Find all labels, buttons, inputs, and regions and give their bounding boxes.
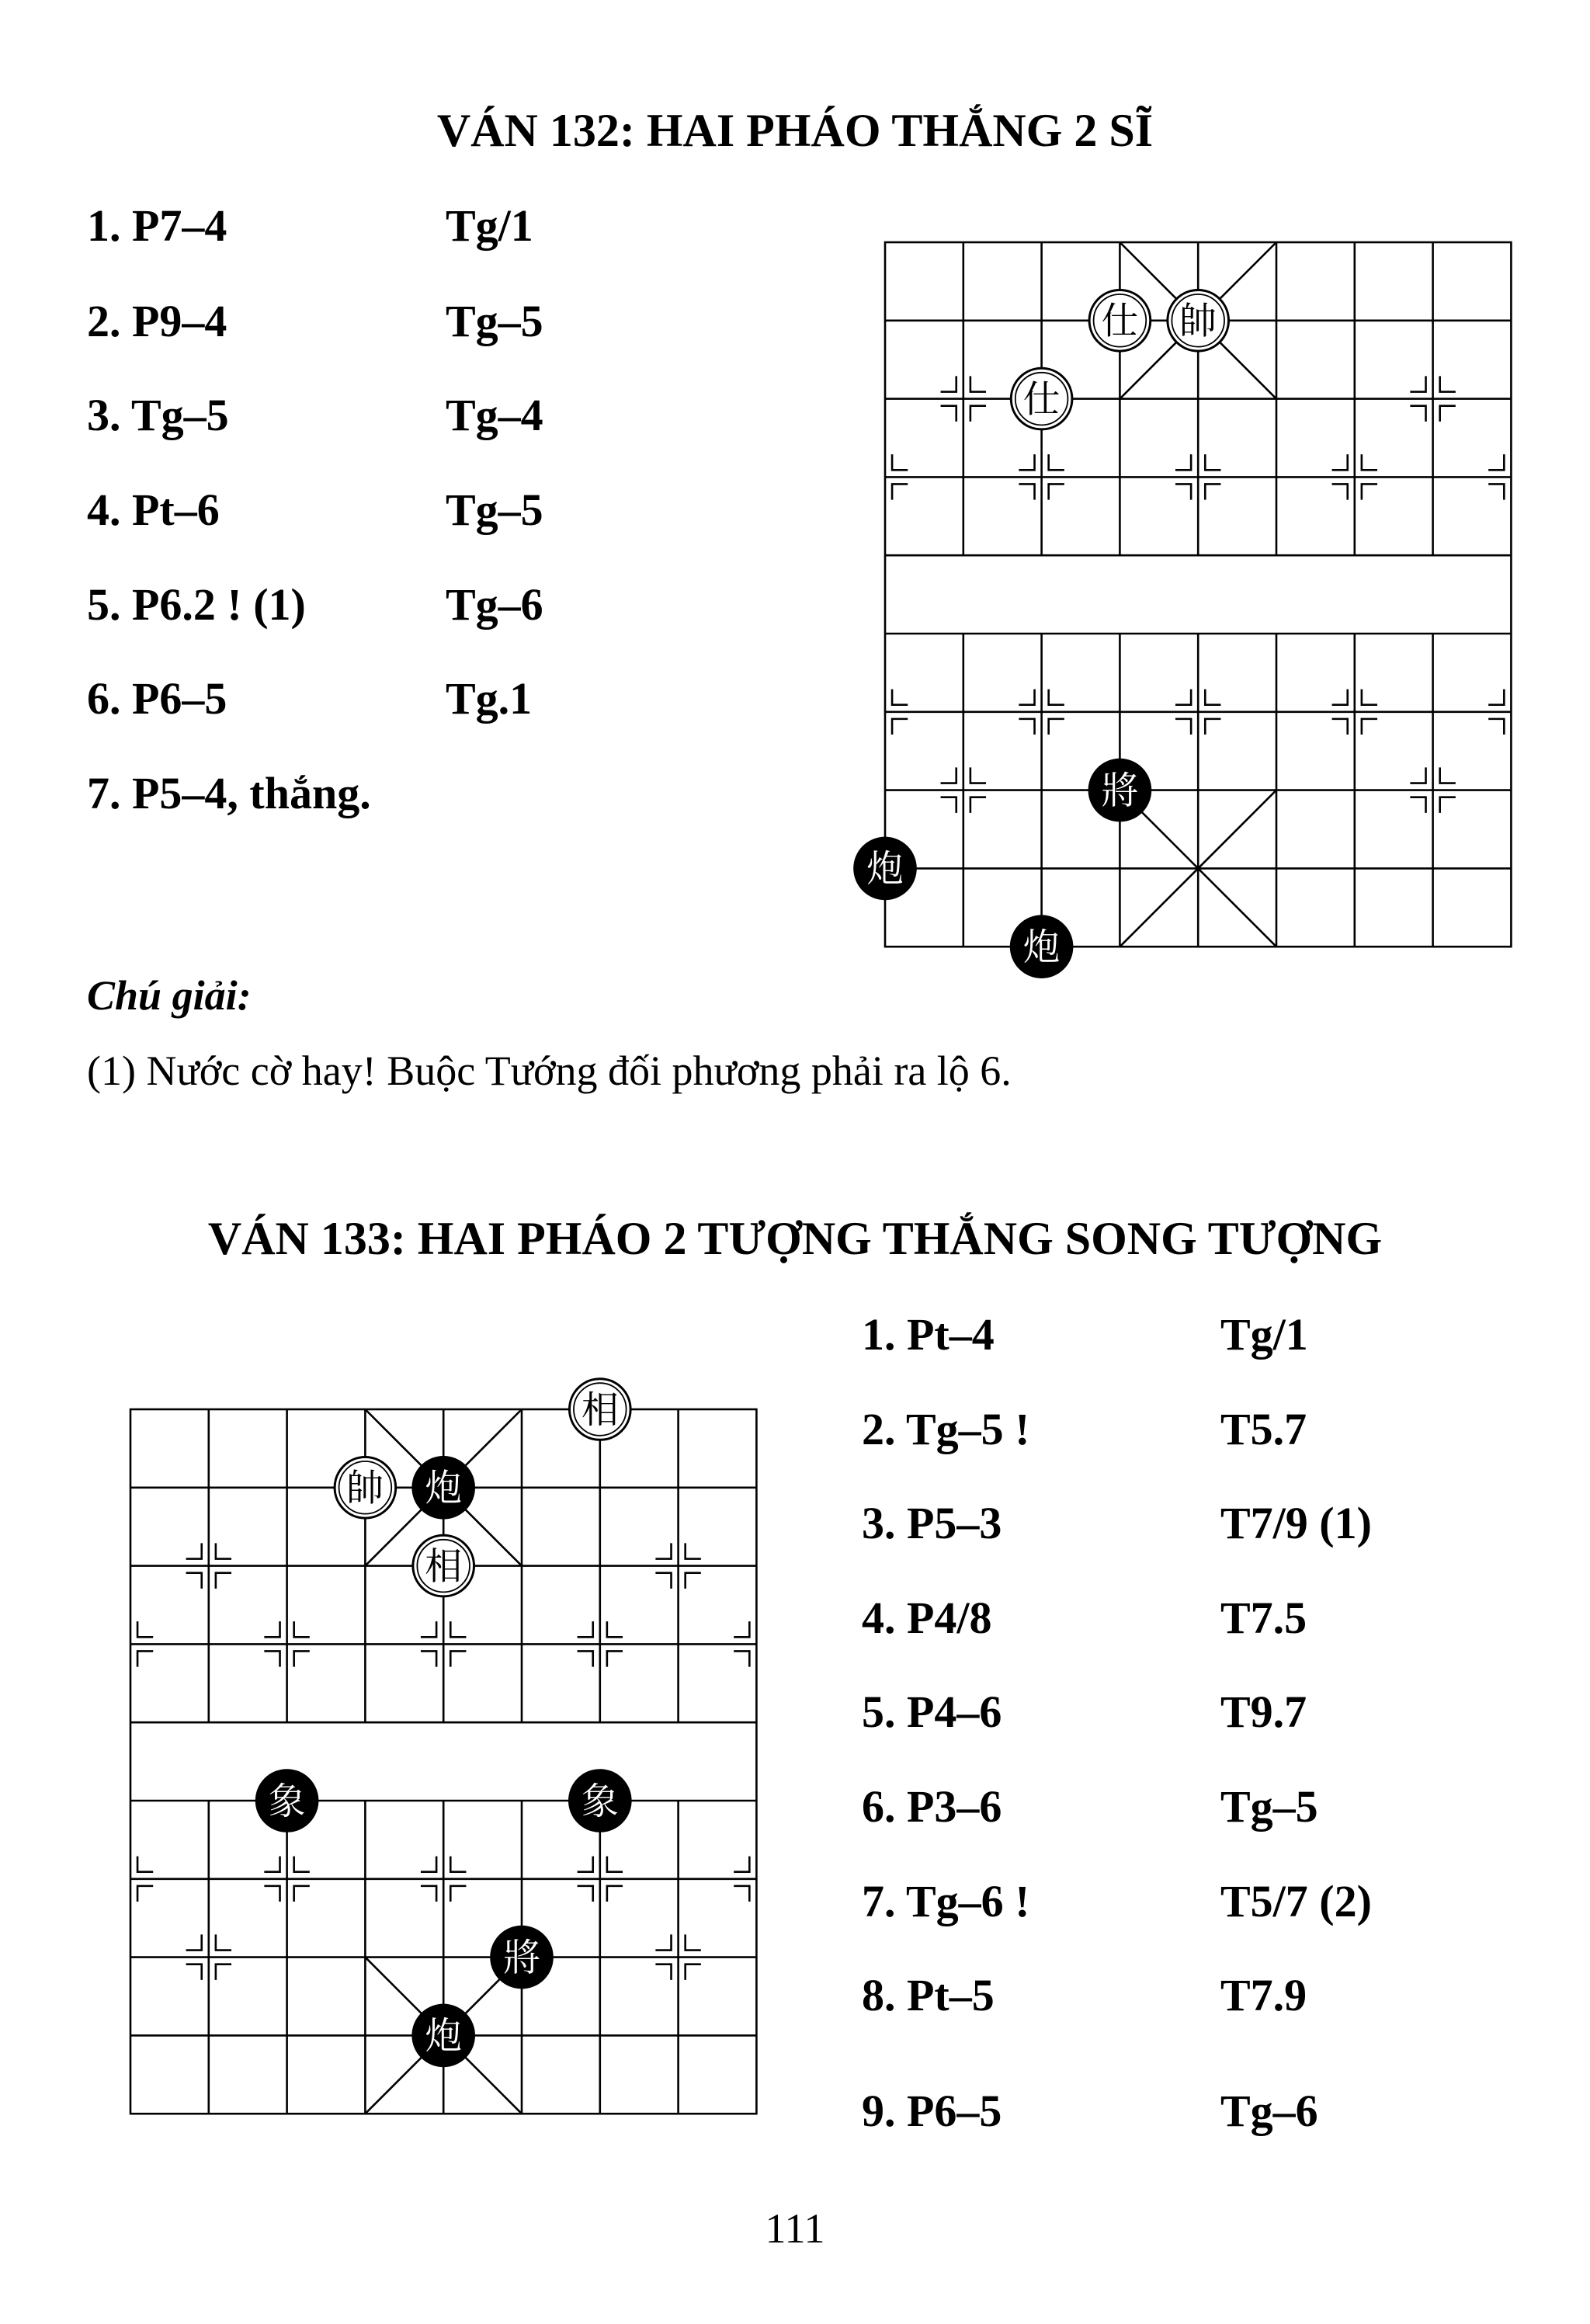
position-mark: [655, 1964, 671, 1980]
position-mark: [421, 1651, 436, 1666]
position-mark: [186, 1573, 202, 1589]
piece-label: 炮: [425, 2014, 463, 2058]
move-red: 7. P5–4, thắng.: [87, 768, 371, 818]
general-piece: [491, 1926, 553, 1988]
notes-heading: Chú giải:: [87, 972, 252, 1019]
move-red: 4. P4/8: [862, 1593, 992, 1643]
piece-label: 炮: [866, 847, 904, 891]
position-mark: [421, 1886, 436, 1902]
move-black: T7.9: [1220, 1970, 1307, 2020]
move-black: Tg–6: [446, 579, 543, 630]
position-mark: [734, 1886, 749, 1902]
position-mark: [264, 1886, 279, 1902]
move-red: 4. Pt–6: [87, 485, 220, 535]
piece-label: 將: [503, 1936, 540, 1980]
position-mark: [578, 1651, 593, 1666]
position-mark: [264, 1651, 279, 1666]
cannon-piece: [413, 2005, 474, 2066]
position-mark: [607, 1857, 623, 1872]
move-black: T5.7: [1220, 1404, 1307, 1454]
position-mark: [655, 1934, 671, 1950]
move-black: T7/9 (1): [1220, 1498, 1372, 1548]
move-red: 8. Pt–5: [862, 1970, 995, 2020]
position-mark: [421, 1857, 436, 1872]
piece-label: 將: [1101, 769, 1139, 813]
position-mark: [607, 1651, 623, 1666]
position-mark: [264, 1621, 279, 1637]
note-1: (1) Nước cờ hay! Buộc Tướng đối phương phải ra lộ 6.: [87, 1047, 1012, 1094]
elephant-piece: [569, 1379, 630, 1440]
position-mark: [450, 1651, 466, 1666]
position-mark: [655, 1543, 671, 1558]
move-black: T9.7: [1220, 1687, 1307, 1737]
piece-label: 象: [581, 1779, 619, 1823]
position-mark: [137, 1886, 153, 1902]
move-black: Tg/1: [1220, 1309, 1308, 1360]
position-mark: [450, 1857, 466, 1872]
position-mark: [137, 1621, 153, 1637]
move-red: 6. P6–5: [87, 673, 227, 724]
position-mark: [734, 1621, 749, 1637]
position-mark: [578, 1621, 593, 1637]
position-mark: [578, 1886, 593, 1902]
piece-label: 象: [268, 1779, 306, 1823]
elephant-piece: [569, 1770, 630, 1832]
position-mark: [216, 1934, 231, 1950]
position-mark: [734, 1857, 749, 1872]
position-mark: [734, 1651, 749, 1666]
position-mark: [578, 1857, 593, 1872]
position-mark: [137, 1857, 153, 1872]
move-red: 3. Tg–5: [87, 390, 229, 440]
game-132-title: VÁN 132: HAI PHÁO THẮNG 2 SĨ: [436, 105, 1154, 156]
general-piece: [335, 1457, 396, 1518]
move-red: 1. P7–4: [87, 200, 227, 251]
position-mark: [216, 1543, 231, 1558]
game-133-title: VÁN 133: HAI PHÁO 2 TƯỢNG THẮNG SONG TƯỢNG: [207, 1213, 1383, 1264]
move-black: Tg/1: [446, 200, 533, 251]
piece-label: 炮: [1022, 925, 1061, 969]
position-mark: [294, 1857, 310, 1872]
position-mark: [607, 1886, 623, 1902]
position-mark: [686, 1543, 701, 1558]
position-mark: [186, 1964, 202, 1980]
position-mark: [686, 1964, 701, 1980]
move-red: 1. Pt–4: [862, 1309, 995, 1360]
move-black: Tg.1: [446, 673, 533, 724]
position-mark: [186, 1543, 202, 1558]
piece-label: 相: [581, 1388, 619, 1432]
position-mark: [264, 1857, 279, 1872]
position-mark: [294, 1621, 310, 1637]
move-red: 6. P3–6: [862, 1781, 1002, 1832]
piece-label: 帥: [346, 1466, 384, 1510]
piece-label: 帥: [1179, 299, 1217, 343]
move-red: 7. Tg–6 !: [862, 1876, 1030, 1926]
move-black: T5/7 (2): [1220, 1876, 1372, 1926]
position-mark: [450, 1621, 466, 1637]
move-black: Tg–5: [446, 485, 543, 535]
position-mark: [655, 1573, 671, 1589]
piece-label: 炮: [425, 1466, 463, 1510]
move-red: 3. P5–3: [862, 1498, 1002, 1548]
move-black: T7.5: [1220, 1593, 1307, 1643]
move-red: 9. P6–5: [862, 2086, 1002, 2136]
move-red: 2. P9–4: [87, 296, 227, 346]
move-black: Tg–5: [1220, 1781, 1318, 1832]
move-red: 5. P4–6: [862, 1687, 1002, 1737]
page-number: 111: [765, 2205, 825, 2252]
position-mark: [421, 1621, 436, 1637]
piece-label: 仕: [1101, 299, 1139, 343]
position-mark: [294, 1651, 310, 1666]
cannon-piece: [413, 1457, 474, 1518]
position-mark: [686, 1934, 701, 1950]
position-mark: [607, 1621, 623, 1637]
position-mark: [186, 1934, 202, 1950]
position-mark: [216, 1573, 231, 1589]
elephant-piece: [413, 1535, 474, 1596]
piece-label: 仕: [1022, 377, 1061, 422]
elephant-piece: [256, 1770, 318, 1832]
position-mark: [216, 1964, 231, 1980]
position-mark: [450, 1886, 466, 1902]
move-black: Tg–6: [1220, 2086, 1318, 2136]
move-black: Tg–4: [446, 390, 543, 440]
piece-label: 相: [425, 1544, 463, 1589]
position-mark: [137, 1651, 153, 1666]
move-red: 2. Tg–5 !: [862, 1404, 1030, 1454]
move-red: 5. P6.2 ! (1): [87, 579, 306, 630]
position-mark: [686, 1573, 701, 1589]
position-mark: [294, 1886, 310, 1902]
move-black: Tg–5: [446, 296, 543, 346]
